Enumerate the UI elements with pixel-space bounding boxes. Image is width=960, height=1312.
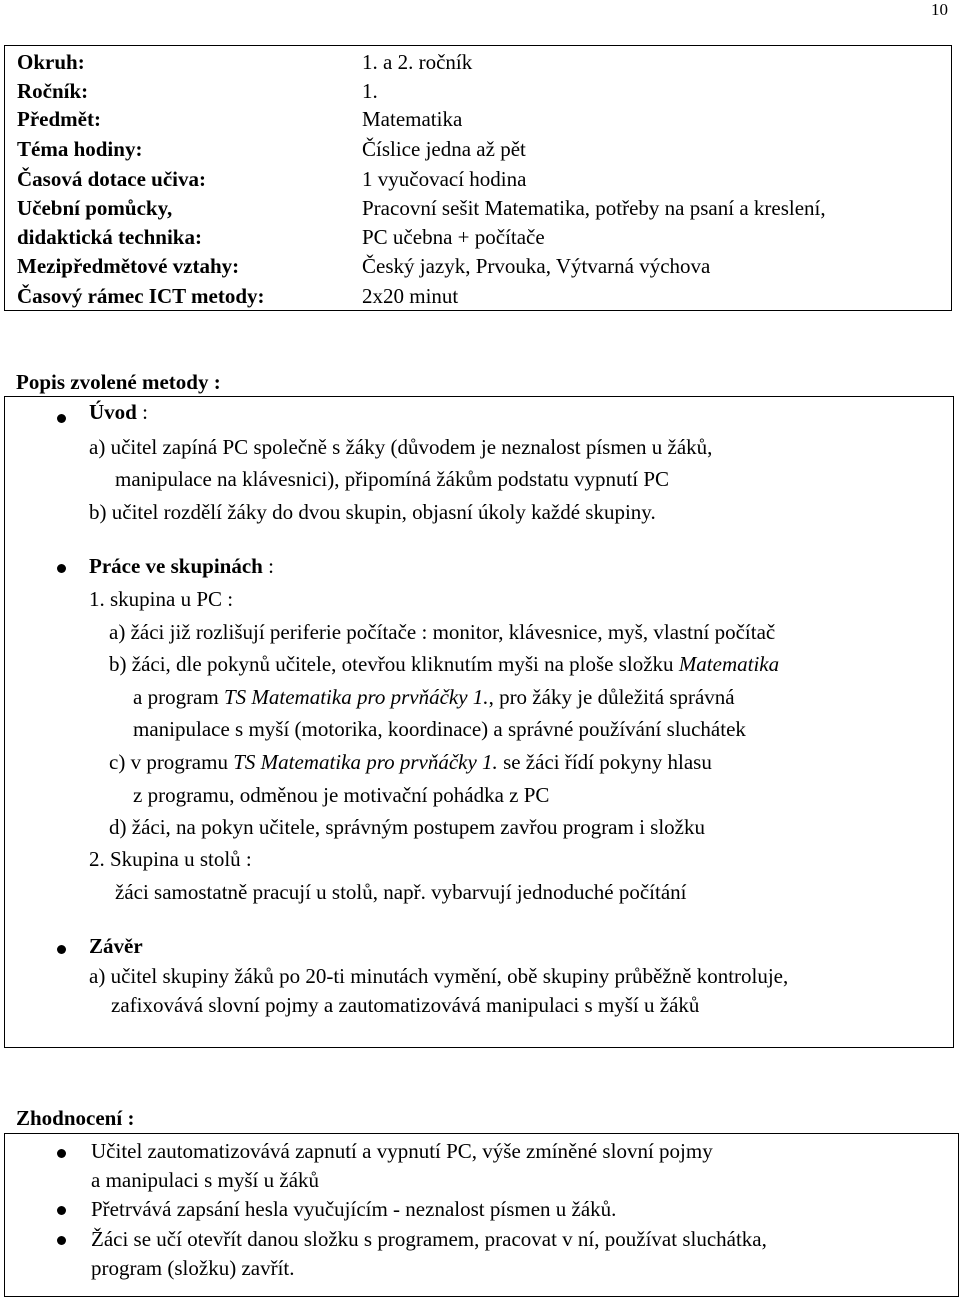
ramec-label: Časový rámec ICT metody: bbox=[17, 284, 265, 308]
tema-label: Téma hodiny: bbox=[17, 137, 143, 161]
s1-title: 1. skupina u PC : bbox=[89, 587, 234, 611]
bullet-icon bbox=[57, 1149, 66, 1158]
eval-item1-l2: a manipulaci s myší u žáků bbox=[91, 1168, 320, 1192]
s1-c1-program: TS Matematika pro prvňáčky 1. bbox=[233, 750, 498, 774]
s1-c2: z programu, odměnou je motivační pohádka z PC bbox=[133, 783, 550, 807]
pomucky-label-2: didaktická technika: bbox=[17, 225, 202, 249]
eval-item3-l1: Žáci se učí otevřít danou složku s programem, pracovat v ní, používat sluchátka, bbox=[91, 1227, 767, 1251]
s1-b2-text: a program bbox=[133, 685, 224, 709]
uvod-a1: a) učitel zapíná PC společně s žáky (důvodem je neznalost písmen u žáků, bbox=[89, 435, 713, 459]
s1-b2-rest: , pro žáky je důležitá správná bbox=[488, 685, 735, 709]
ramec-value: 2x20 minut bbox=[362, 284, 459, 308]
s1-c1-text: c) v programu bbox=[109, 750, 234, 774]
bullet-icon bbox=[57, 945, 66, 954]
s1-b1-folder: Matematika bbox=[678, 652, 780, 676]
method-heading: Popis zvolené metody : bbox=[16, 370, 221, 394]
s2-text: žáci samostatně pracují u stolů, např. vybarvují jednoduché počítání bbox=[115, 880, 687, 904]
okruh-label: Okruh: bbox=[17, 50, 85, 74]
predmet-value: Matematika bbox=[362, 107, 463, 131]
evaluation-box bbox=[4, 1133, 959, 1297]
bullet-icon bbox=[57, 1206, 66, 1215]
skupiny-title: Práce ve skupinách bbox=[89, 554, 263, 578]
rocnik-value: 1. bbox=[362, 79, 378, 103]
s2-title: 2. Skupina u stolů : bbox=[89, 847, 252, 871]
pomucky-label-1: Učební pomůcky, bbox=[17, 196, 173, 220]
page-number: 10 bbox=[931, 0, 948, 19]
dotace-value: 1 vyučovací hodina bbox=[362, 167, 527, 191]
bullet-icon bbox=[57, 1236, 66, 1245]
s1-a: a) žáci již rozlišují periferie počítače : monitor, klávesnice, myš, vlastní počítač bbox=[109, 620, 776, 644]
uvod-title: Úvod bbox=[89, 400, 137, 424]
evaluation-heading: Zhodnocení : bbox=[16, 1106, 135, 1130]
uvod-b: b) učitel rozdělí žáky do dvou skupin, objasní úkoly každé skupiny. bbox=[89, 500, 656, 524]
s1-b1 bbox=[109, 652, 779, 677]
zaver-a2: zafixovává slovní pojmy a zautomatizovává manipulaci s myší u žáků bbox=[111, 993, 700, 1017]
s1-b2 bbox=[133, 685, 735, 710]
method-box bbox=[4, 396, 954, 1048]
s1-b3: manipulace s myší (motorika, koordinace) a správné používání sluchátek bbox=[133, 717, 746, 741]
okruh-value: 1. a 2. ročník bbox=[362, 50, 473, 74]
lesson-info-table bbox=[4, 45, 952, 311]
dotace-label: Časová dotace učiva: bbox=[17, 167, 206, 191]
predmet-label: Předmět: bbox=[17, 107, 101, 131]
s1-d: d) žáci, na pokyn učitele, správným postupem zavřou program i složku bbox=[109, 815, 705, 839]
skupiny-colon: : bbox=[262, 554, 274, 578]
s1-b2-program: TS Matematika pro prvňáčky 1. bbox=[223, 685, 489, 709]
s1-c1-rest: se žáci řídí pokyny hlasu bbox=[497, 750, 712, 774]
skupiny-title-line bbox=[89, 554, 274, 579]
s1-c1 bbox=[109, 750, 712, 775]
pomucky-value-2: PC učebna + počítače bbox=[362, 225, 545, 249]
zaver-title: Závěr bbox=[89, 934, 143, 958]
tema-value: Číslice jedna až pět bbox=[362, 137, 526, 161]
bullet-icon bbox=[57, 414, 66, 423]
eval-item1-l1: Učitel zautomatizovává zapnutí a vypnutí PC, výše zmíněné slovní pojmy bbox=[91, 1139, 713, 1163]
eval-item2: Přetrvává zapsání hesla vyučujícím - neznalost písmen u žáků. bbox=[91, 1197, 617, 1221]
uvod-a2: manipulace na klávesnici), připomíná žákům podstatu vypnutí PC bbox=[115, 467, 670, 491]
eval-item3-l2: program (složku) zavřít. bbox=[91, 1256, 295, 1280]
mezipredmet-label: Mezipředmětové vztahy: bbox=[17, 254, 240, 278]
mezipredmet-value: Český jazyk, Prvouka, Výtvarná výchova bbox=[362, 254, 711, 278]
uvod-colon: : bbox=[136, 400, 148, 424]
s1-b1-text: b) žáci, dle pokynů učitele, otevřou kliknutím myši na ploše složku bbox=[109, 652, 679, 676]
zaver-a1: a) učitel skupiny žáků po 20-ti minutách vymění, obě skupiny průběžně kontroluje, bbox=[89, 964, 789, 988]
uvod-title-line bbox=[89, 400, 148, 425]
bullet-icon bbox=[57, 564, 66, 573]
rocnik-label: Ročník: bbox=[17, 79, 89, 103]
pomucky-value-1: Pracovní sešit Matematika, potřeby na psaní a kreslení, bbox=[362, 196, 826, 220]
